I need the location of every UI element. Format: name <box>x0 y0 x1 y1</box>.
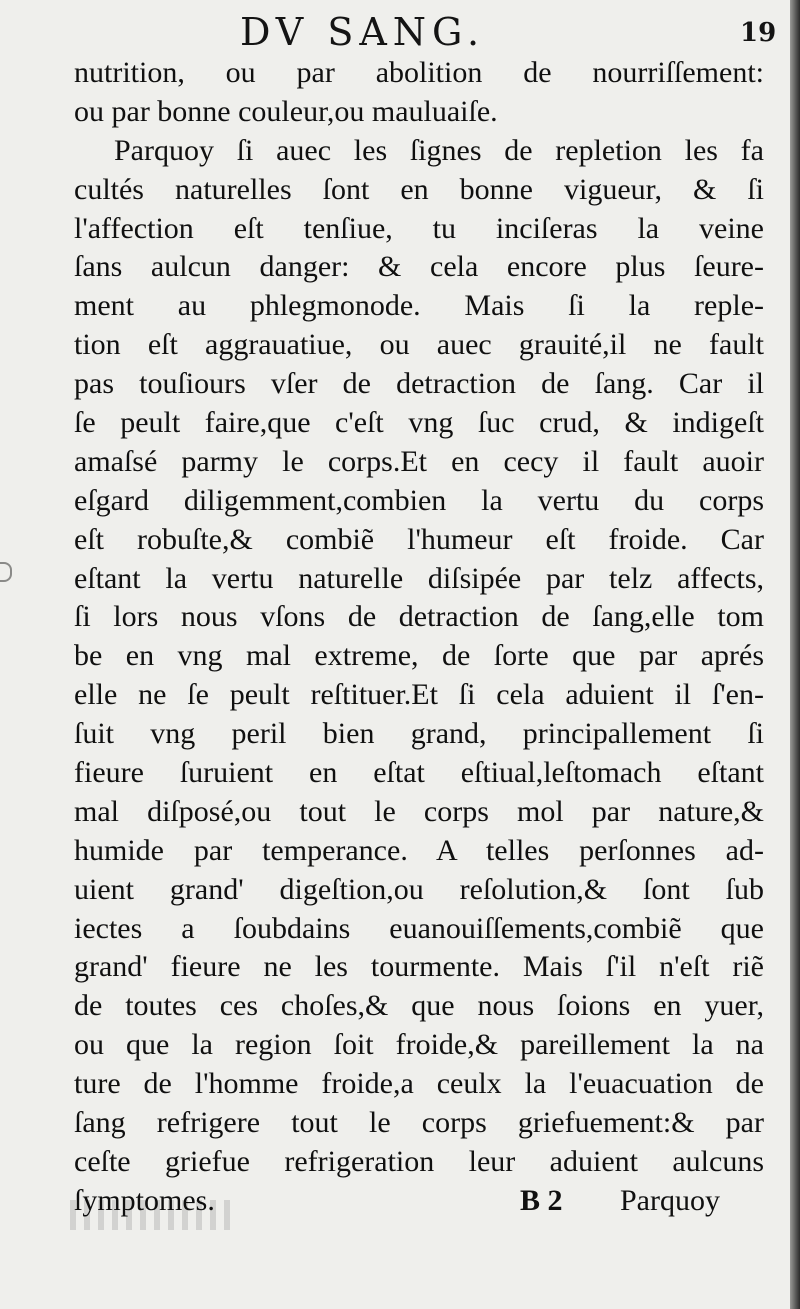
text-line: mal diſposé,ou tout le corps mol par nature,& <box>74 794 764 828</box>
text-line: humide par temperance. A telles perſonnes ad- <box>74 833 764 867</box>
text-line: be en vng mal extreme, de ſorte que par aprés <box>74 639 764 673</box>
text-line: grand' fieure ne les tourmente. Mais ſ'il n'eſt riẽ <box>74 950 764 984</box>
text-line: ſymptomes. <box>74 1183 215 1217</box>
page-edge <box>790 0 800 1309</box>
text-line: l'affection eſt tenſiue, tu inciſeras la veine <box>74 211 764 245</box>
text-line: ſans aulcun danger: & cela encore plus ſeure- <box>74 250 764 284</box>
text-line: eſtant la vertu naturelle diſsipée par telz affects, <box>74 561 764 595</box>
text-line: eſgard diligemment,combien la vertu du corps <box>74 483 764 517</box>
text-line: cultés naturelles ſont en bonne vigueur, & ſi <box>74 172 764 206</box>
page-header <box>0 6 790 54</box>
signature-mark: B 2 <box>520 1184 563 1217</box>
text-line: ceſte griefue refrigeration leur aduient aulcuns <box>74 1144 764 1178</box>
text-line: iectes a ſoubdains euanouiſſements,combiẽ que <box>74 911 764 945</box>
text-line: ment au phlegmonode. Mais ſi la reple- <box>74 289 764 323</box>
text-line: uient grand' digeſtion,ou reſolution,& ſont ſub <box>74 872 764 906</box>
text-line: ſe peult faire,que c'eſt vng ſuc crud, & indigeſt <box>74 406 764 440</box>
text-line: ou que la region ſoit froide,& pareillement la na <box>74 1028 764 1062</box>
text-line: Parquoy ſi auec les ſignes de repletion les fa <box>114 133 764 167</box>
text-line: ſi lors nous vſons de detraction de ſang,elle tom <box>74 600 764 634</box>
text-line: eſt robuſte,& combiẽ l'humeur eſt froide. Car <box>74 522 764 556</box>
text-line: ou par bonne couleur,ou mauluaiſe. <box>74 94 498 128</box>
page-number: 19 <box>740 18 777 48</box>
catchword-line <box>516 1184 766 1228</box>
text-line: fieure ſuruient en eſtat eſtiual,leſtomach eſtant <box>74 756 764 790</box>
catchword: Parquoy <box>620 1184 720 1217</box>
text-line: pas touſiours vſer de detraction de ſang. Car il <box>74 367 764 401</box>
text-line: tion eſt aggrauatiue, ou auec grauité,il ne fault <box>74 328 764 362</box>
show-through-shadow <box>70 1200 230 1230</box>
text-line: ſuit vng peril bien grand, principallement ſi <box>74 717 764 751</box>
running-head: DV SANG. <box>240 10 486 54</box>
margin-mark <box>0 562 12 582</box>
text-line: elle ne ſe peult reſtituer.Et ſi cela aduient il ſ'en- <box>74 678 764 712</box>
text-line: ture de l'homme froide,a ceulx la l'euacuation de <box>74 1067 764 1101</box>
text-line: ſang refrigere tout le corps griefuement:& par <box>74 1106 764 1140</box>
body-text <box>74 54 764 1221</box>
text-line: amaſsé parmy le corps.Et en cecy il fault auoir <box>74 444 764 478</box>
text-line: nutrition, ou par abolition de nourriſſement: <box>74 56 764 89</box>
text-line: de toutes ces choſes,& que nous ſoions en yuer, <box>74 989 764 1023</box>
